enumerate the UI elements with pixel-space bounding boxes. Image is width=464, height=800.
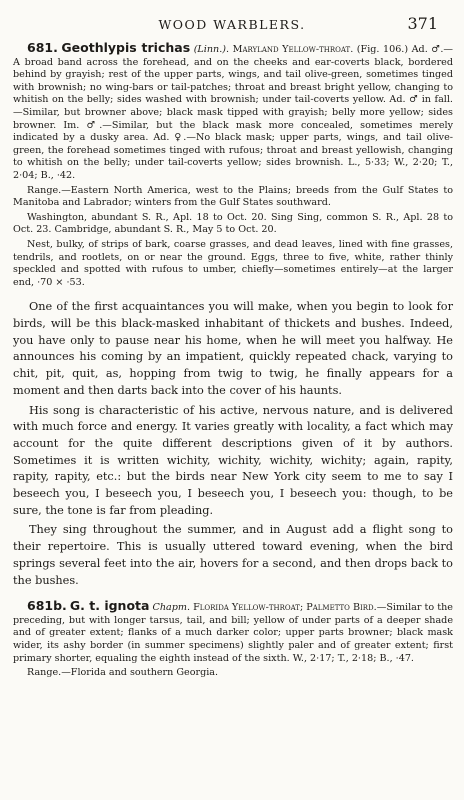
species-681-range: Range.—Eastern North America, west to the Plains; breeds from the Gulf States to Manitoba and Labrador; winters from the Gulf States southward. [13, 184, 453, 209]
description-text: (Fig. 106.) Ad. ♂.—A broad band across the forehead, and on the cheeks and ear-coverts black, bordered behind by grayish; rest of the upper parts, wings, and tail olive-green, sometimes tinged with brownish; no wing-bars or tail-patches; throat and breast bright yellow, changing to whitish on the belly; sides washed with brownish; under tail-coverts yellow. Ad. ♂ in fall.—Similar, but browner above; black mask tipped with grayish; belly more yellow; sides browner. Im. ♂.—Similar, but the black mask more concealed, sometimes merely indicated by a dusky area. Ad. ♀.—No black mask; upper parts, wings, and tail olive-green, the forehead sometimes tinged with rufous; throat and breast yellowish, changing to whitish on the belly; under tail-coverts yellow; sides brownish. L., 5·33; W., 2·20; T., 2·04; B., ·42. [13, 44, 454, 181]
authority: Chapm. [152, 602, 191, 614]
species-681-nest: Nest, bulky, of strips of bark, coarse grasses, and dead leaves, lined with fine grasses, tendrils, and rootlets, on or near the ground. Eggs, three to five, white, rather thinly speckled and spotted with rufous to umber, chiefly—sometimes entirely—at the larger end, ·70 × ·53. [13, 238, 453, 288]
page-number: 371 [407, 14, 438, 33]
section-gap [13, 291, 453, 299]
scientific-name: G. t. ignota [69, 598, 150, 614]
common-name: Maryland Yellow-throat. [232, 44, 354, 55]
prose-paragraph-2: His song is characteristic of his active, nervous nature, and is delivered with much force and energy. It varies greatly with locality, a fact which may account for the quite different descriptions given of it by authors. Sometimes it is written wichity, wichity, wichity, wichity; again, rapity, rapity, rapity, etc.: but the birds near New York city seem to me to say I beseech you, I beseech you, I beseech you, I beseech you: though, to be sure, the tone is far from pleading. [13, 403, 453, 517]
species-681-records: Washington, abundant S. R., Apl. 18 to Oct. 20. Sing Sing, common S. R., Apl. 28 to Oct. 23. Cambridge, abundant S. R., May 5 to Oct. 20. [13, 211, 453, 236]
species-681b-description [13, 600, 453, 665]
running-head: WOOD WARBLERS. [158, 17, 306, 32]
scientific-name: Geothlypis trichas [61, 40, 191, 55]
prose-paragraph-3: They sing throughout the summer, and in August add a flight song to their repertoire. This is usually uttered toward evening, when the bird springs several feet into the air, hovers for a second, and then drops back to the bushes. [13, 523, 453, 587]
page-header [0, 12, 464, 34]
species-number: 681b. [27, 598, 67, 614]
authority: (Linn.). [193, 44, 230, 55]
prose-paragraph-1: One of the first acquaintances you will make, when you begin to look for birds, will be this black-masked inhabitant of thickets and bushes. Indeed, you have only to pause near his home, when he will meet you halfway. He announces his coming by an impatient, quickly repeated chack, varying to chit, pit, quit, as, hopping from twig to twig, he finally appears for a moment and then darts back into the cover of his haunts. [13, 300, 453, 397]
species-681-description [13, 42, 453, 183]
species-number: 681. [27, 40, 58, 55]
page-body [13, 42, 453, 682]
species-681b-range: Range.—Florida and southern Georgia. [27, 667, 219, 679]
common-name: Florida Yellow-throat; Palmetto Bird. [193, 602, 377, 614]
description-text: —Similar to the preceding, but with longer tarsus, tail, and bill; yellow of under parts of a deeper shade and of greater extent; flanks of a much darker color; upper parts browner; black mask wider, its ashy border (in summer specimens) slightly paler and of greater extent; first primary shorter, equaling the eighth instead of the sixth. W., 2·17; T., 2·18; B., ·47. [13, 602, 453, 664]
